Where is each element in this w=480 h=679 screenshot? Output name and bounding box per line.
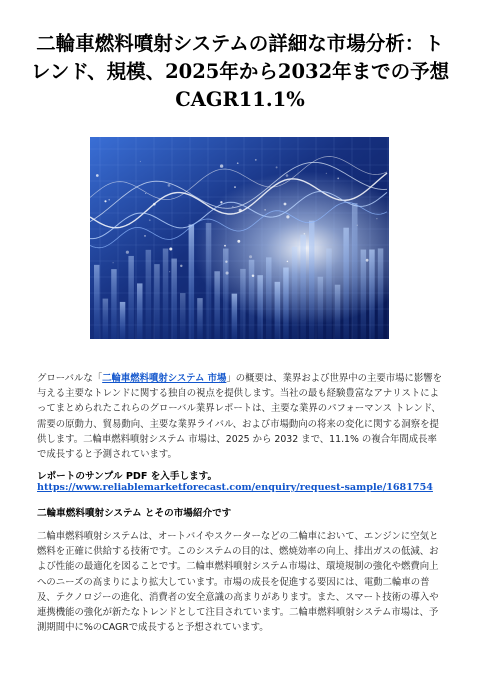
intro-paragraph bbox=[37, 371, 445, 462]
section-heading: 二輪車燃料噴射システム とその市場紹介です bbox=[37, 508, 232, 519]
document-title: 二輪車燃料噴射システムの詳細な市場分析：トレンド、規模、2025年から2032年までの予想CAGR11.1% bbox=[30, 32, 450, 111]
hero-image bbox=[90, 137, 389, 339]
market-link[interactable]: 二輪車燃料噴射システム 市場 bbox=[102, 373, 227, 384]
sample-request-link[interactable]: https://www.reliablemarketforecast.com/enquiry/request-sample/1681754 bbox=[37, 482, 433, 493]
body-paragraph: 二輪車燃料噴射システムは、オートバイやスクーターなどの二輪車において、エンジンに空気と燃料を正確に供給する技術です。このシステムの目的は、燃焼効率の向上、排出ガスの低減、および性能の最適化を図ることです。二輪車燃料噴射システム市場は、環境規制の強化や燃費向上へのニーズの高まりにより拡大しています。市場の成長を促進する要因には、電動二輪車の普及、テクノロジーの進化、消費者の安全意識の高まりがあります。また、スマート技術の導入や連携機能の強化が新たなトレンドとして注目されています。二輪車燃料噴射システム市場は、予測期間中に%のCAGRで成長すると予想されています。 bbox=[37, 531, 439, 634]
intro-before-link: グローバルな「 bbox=[37, 373, 103, 384]
sample-pdf-label: レポートのサンプル PDF を入手します。 bbox=[37, 471, 218, 482]
intro-after-link: 」の概要は、業界および世界中の主要市場に影響を与える主要なトレンドに関する独自の視点を提供します。当社の最も経験豊富なアナリストによってまとめられたこれらのグローバル業界レポートは、主要な業界のパフォーマンス トレンド、需要の原動力、貿易動向、主要な業界ライバル、および市場動向の将来の変化に関する洞察を提供します。二輪車燃料噴射システム 市場は、2025 から 2032 まで、11.1% の複合年間成長率で成長すると予測されています。 bbox=[37, 373, 442, 461]
